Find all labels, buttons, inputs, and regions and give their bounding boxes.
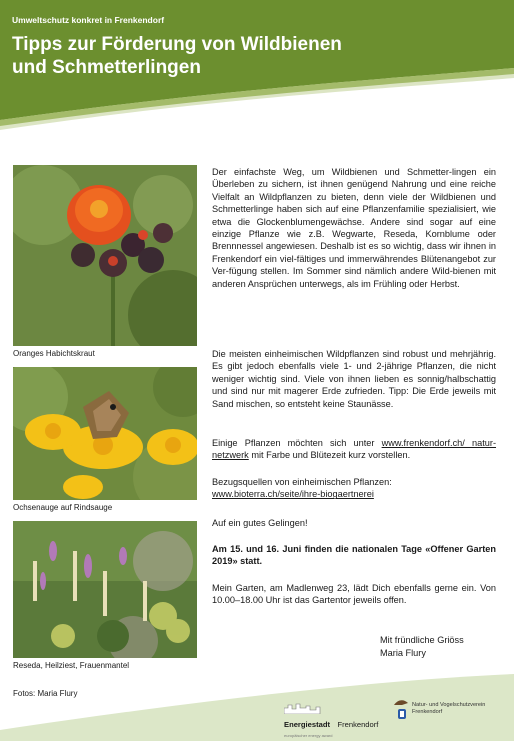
paragraph-links (212, 437, 496, 462)
paragraph-1: Der einfachste Weg, um Wildbienen und Schmetter-lingen ein Überleben zu sichern, ist ihnen genügend Nahrung und eine reiche Vielfalt an Wildpflanzen zu bieten, denn viele der Wildbienen und Schmetterlinge haben sich auf eine Pflanzenfamilie spezialisiert, wie etwa die Glockenblumengewächse. Andere sind sogar auf eine einzige Pflanze wie z.B. Wegwarte, Reseda, Kornblume oder Brennnessel angewiesen. Deshalb ist es so wichtig, dass wir ihnen in Frenkendorf ein viel-fältiges und immerwährendes Blütenangebot zur Ver-fügung stellen. Im Sommer sind nämlich andere Wild-bienen mit anderen Ansprüchen unterwegs, als im Frühling oder Herbst. (212, 167, 496, 289)
title-line-2: und Schmetterlingen (12, 57, 201, 78)
signature-greeting: Mit fründliche Griöss (380, 635, 464, 645)
paragraph-sources (212, 476, 496, 501)
paragraph-good-luck (212, 517, 496, 529)
energiestadt-sub: europäischer energy award (284, 733, 333, 738)
footer-swoosh (0, 660, 514, 741)
photo-credit: Fotos: Maria Flury (13, 689, 78, 698)
sources-label: Bezugsquellen von einheimischen Pflanzen: (212, 477, 392, 487)
paragraph-intro (212, 166, 496, 290)
photo-butterfly (13, 367, 197, 500)
caption-photo-3: Reseda, Heilziest, Frauenmantel (13, 661, 130, 670)
bird-crest-icon (392, 697, 410, 727)
paragraph-7: Mein Garten, am Madlenweg 23, lädt Dich ebenfalls gerne ein. Von 10.00–18.00 Uhr ist das Gartentor jeweils offen. (212, 583, 496, 606)
naturschutz-logo (412, 702, 485, 716)
title-line-1: Tipps zur Förderung von Wildbienen (12, 34, 342, 55)
paragraph-my-garden (212, 582, 496, 607)
caption-photo-1: Oranges Habichtskraut (13, 349, 95, 358)
photo-orange-hawkweed (13, 165, 197, 346)
naturschutz-line-1: Natur- und Vogelschutzverein (412, 702, 486, 708)
paragraph-5: Auf ein gutes Gelingen! (212, 518, 308, 528)
paragraph-wildplants (212, 348, 496, 410)
energiestadt-label: Energiestadt (284, 720, 330, 729)
energiestadt-logo (284, 702, 378, 738)
header-band (0, 0, 514, 140)
signature (380, 634, 464, 660)
photo-wildflower-garden (13, 521, 197, 658)
caption-photo-2: Ochsenauge auf Rindsauge (13, 503, 113, 512)
naturschutz-line-2: Frenkendorf (412, 709, 443, 715)
page-title (12, 33, 492, 79)
energiestadt-skyline-icon (284, 702, 324, 714)
bioterra-link[interactable]: www.bioterra.ch/seite/ihre-biogaertnerei (212, 489, 374, 500)
paragraph-3-end: mit Farbe und Blütezeit kurz vorstellen. (248, 450, 411, 461)
paragraph-2: Die meisten einheimischen Wildpflanzen sind robust und mehrjährig. Es gibt jedoch ebenfalls viele 1- und 2-jährige Pflanzen, die nicht weniger wichtig sind. Viele von ihnen lieben es sonnig/halbschattig und sind nur mit magerer Erde zufrieden. Tipp: Die Erde jeweils mit Sand mischen, so entsteht keine Staunässe. (212, 349, 496, 409)
paragraph-6: Am 15. und 16. Juni finden die nationalen Tage «Offener Garten 2019» statt. (212, 544, 496, 567)
signature-name: Maria Flury (380, 648, 426, 658)
frenkendorf-link[interactable]: www.frenkendorf.ch/ natur-netzwerk (212, 438, 497, 461)
paragraph-3-text: Einige Pflanzen möchten sich unter (212, 438, 382, 448)
paragraph-open-garden (212, 543, 496, 568)
energiestadt-place: Frenkendorf (337, 720, 379, 729)
header-kicker: Umweltschutz konkret in Frenkendorf (12, 15, 165, 25)
